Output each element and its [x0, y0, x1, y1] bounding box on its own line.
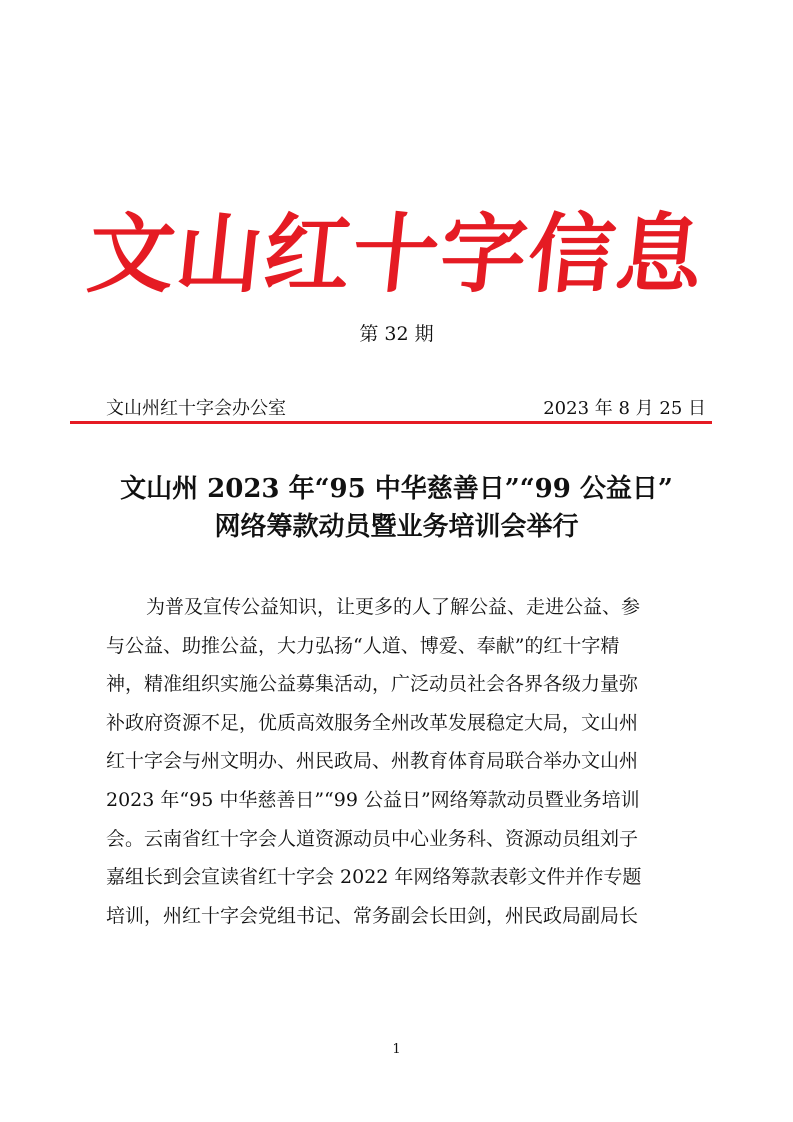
page-number: 1	[392, 1042, 401, 1057]
meta-row	[106, 396, 710, 422]
body-line: 红十字会与州文明办、州民政局、州教育体育局联合举办文山州	[106, 750, 639, 773]
red-divider-rule	[70, 421, 712, 424]
body-line: 嘉组长到会宣读省红十字会 2022 年网络筹款表彰文件并作专题	[106, 866, 642, 889]
body-line: 为普及宣传公益知识，让更多的人了解公益、走进公益、参	[146, 596, 641, 618]
body-line: 2023 年“95 中华慈善日”“99 公益日”网络筹款动员暨业务培训	[106, 788, 640, 811]
body-line: 培训，州红十字会党组书记、常务副会长田剑，州民政局副局长	[106, 904, 639, 927]
headline-line-1: 文山州 2023 年“95 中华慈善日”“99 公益日”	[120, 474, 673, 504]
body-line: 补政府资源不足，优质高效服务全州改革发展稳定大局，文山州	[106, 711, 639, 734]
article-body	[106, 588, 696, 935]
body-line: 神，精准组织实施公益募集活动，广泛动员社会各界各级力量弥	[106, 673, 639, 696]
issuing-office: 文山州红十字会办公室	[106, 398, 286, 419]
body-line: 会。云南省红十字会人道资源动员中心业务科、资源动员组刘子	[106, 827, 639, 850]
issue-number: 第 32 期	[359, 323, 434, 345]
headline-line-2: 网络筹款动员暨业务培训会举行	[214, 512, 579, 542]
article-headline	[60, 470, 733, 546]
masthead-title: 文山红十字信息	[83, 204, 710, 305]
issue-date: 2023 年 8 月 25 日	[543, 398, 706, 419]
body-line: 与公益、助推公益，大力弘扬“人道、博爱、奉献”的红十字精	[106, 634, 620, 657]
